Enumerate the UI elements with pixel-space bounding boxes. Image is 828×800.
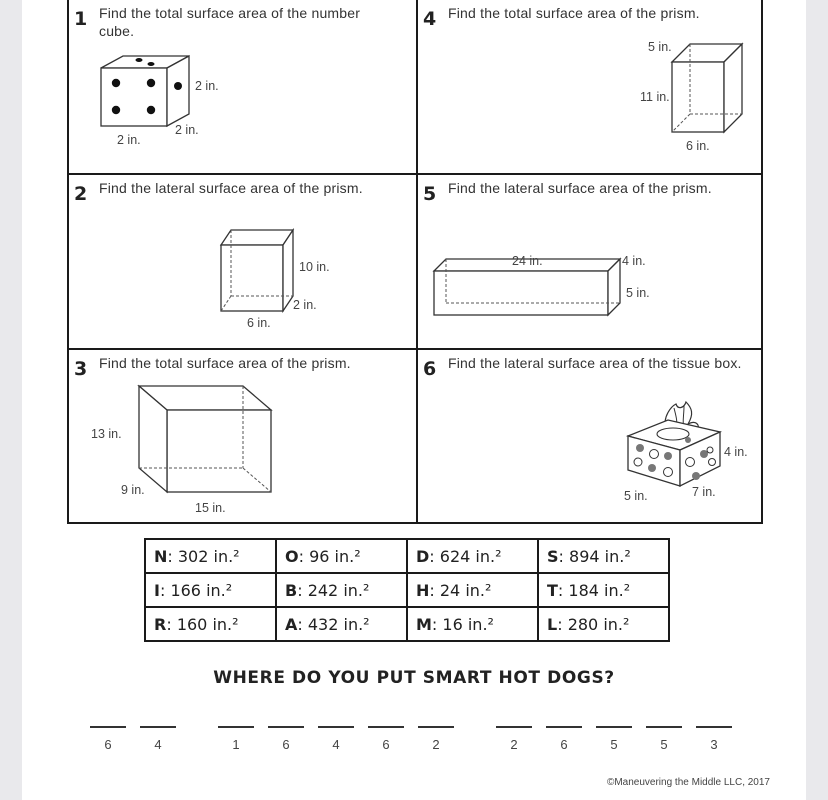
- problem-number: 4: [423, 8, 437, 30]
- answer-blank[interactable]: [646, 712, 682, 728]
- answer-blank[interactable]: [90, 712, 126, 728]
- answer-bank: [144, 538, 670, 642]
- answer-cell: L: 280 in.²: [538, 607, 669, 641]
- answer-cell: B: 242 in.²: [276, 573, 407, 607]
- long-prism-figure: [430, 251, 690, 335]
- problem-1: [69, 0, 416, 173]
- answer-blank[interactable]: [368, 712, 404, 728]
- problem-3: [69, 350, 416, 522]
- answer-row: [145, 573, 669, 607]
- problem-2: [69, 175, 416, 348]
- problem-5: [418, 175, 761, 348]
- dim-label: 15 in.: [195, 501, 226, 515]
- dim-label: 2 in.: [195, 79, 219, 93]
- square-prism-figure: [209, 225, 379, 335]
- dim-label: 24 in.: [512, 254, 543, 268]
- problem-text: Find the lateral surface area of the prism.: [448, 180, 712, 196]
- answer-cell: T: 184 in.²: [538, 573, 669, 607]
- answer-cell: R: 160 in.²: [145, 607, 276, 641]
- answer-row: [145, 607, 669, 641]
- problem-text: Find the lateral surface area of the tissue box.: [448, 355, 742, 371]
- blank-problem-number: 6: [104, 737, 112, 752]
- answer-cell: S: 894 in.²: [538, 539, 669, 573]
- blank-problem-number: 2: [510, 737, 518, 752]
- answer-row: [145, 539, 669, 573]
- answer-blank[interactable]: [496, 712, 532, 728]
- answer-cell: M: 16 in.²: [407, 607, 538, 641]
- dim-label: 5 in.: [624, 489, 648, 503]
- dim-label: 4 in.: [724, 445, 748, 459]
- dim-label: 2 in.: [175, 123, 199, 137]
- tall-prism-figure: [618, 36, 758, 156]
- problem-number: 3: [74, 358, 88, 380]
- copyright: ©Maneuvering the Middle LLC, 2017: [606, 777, 770, 788]
- dim-label: 5 in.: [648, 40, 672, 54]
- answer-blank[interactable]: [268, 712, 304, 728]
- blank-problem-number: 6: [560, 737, 568, 752]
- answer-cell: A: 432 in.²: [276, 607, 407, 641]
- answer-blank[interactable]: [546, 712, 582, 728]
- dim-label: 11 in.: [640, 90, 670, 104]
- blank-problem-number: 3: [710, 737, 718, 752]
- blank-problem-number: 6: [282, 737, 290, 752]
- answer-cell: O: 96 in.²: [276, 539, 407, 573]
- blank-problem-number: 2: [432, 737, 440, 752]
- answer-cell: I: 166 in.²: [145, 573, 276, 607]
- answer-cell: H: 24 in.²: [407, 573, 538, 607]
- dim-label: 2 in.: [117, 133, 141, 147]
- problem-number: 5: [423, 183, 437, 205]
- blank-problem-number: 5: [660, 737, 668, 752]
- number-cube-figure: [89, 52, 239, 152]
- problem-6: [418, 350, 761, 522]
- problem-text: Find the total surface area of the prism.: [99, 355, 351, 371]
- answer-cell: N: 302 in.²: [145, 539, 276, 573]
- blank-problem-number: 4: [154, 737, 162, 752]
- problem-text: Find the lateral surface area of the prism.: [99, 180, 363, 196]
- dim-label: 13 in.: [91, 427, 122, 441]
- problem-text: Find the total surface area of the prism.: [448, 5, 700, 21]
- problem-text: Find the total surface area of the number cube.: [99, 5, 361, 39]
- dim-label: 6 in.: [247, 316, 271, 330]
- dim-label: 4 in.: [622, 254, 646, 268]
- dim-label: 10 in.: [299, 260, 330, 274]
- blank-problem-number: 1: [232, 737, 240, 752]
- blank-problem-number: 5: [610, 737, 618, 752]
- dim-label: 6 in.: [686, 139, 710, 153]
- blank-problem-number: 4: [332, 737, 340, 752]
- answer-blank[interactable]: [418, 712, 454, 728]
- blank-problem-number: 6: [382, 737, 390, 752]
- problem-grid: [67, 0, 763, 524]
- dim-label: 9 in.: [121, 483, 145, 497]
- problem-number: 2: [74, 183, 88, 205]
- dim-label: 7 in.: [692, 485, 716, 499]
- tissue-box-figure: [618, 394, 758, 504]
- problem-number: 1: [74, 8, 88, 30]
- dim-label: 5 in.: [626, 286, 650, 300]
- answer-cell: D: 624 in.²: [407, 539, 538, 573]
- dim-label: 2 in.: [293, 298, 317, 312]
- answer-blank[interactable]: [218, 712, 254, 728]
- problem-4: [418, 0, 761, 173]
- riddle-question: WHERE DO YOU PUT SMART HOT DOGS?: [213, 668, 615, 688]
- cube-prism-figure: [83, 380, 283, 520]
- answer-blank[interactable]: [318, 712, 354, 728]
- worksheet-page: [22, 0, 806, 800]
- answer-blank[interactable]: [696, 712, 732, 728]
- problem-number: 6: [423, 358, 437, 380]
- answer-blank[interactable]: [140, 712, 176, 728]
- answer-blank[interactable]: [596, 712, 632, 728]
